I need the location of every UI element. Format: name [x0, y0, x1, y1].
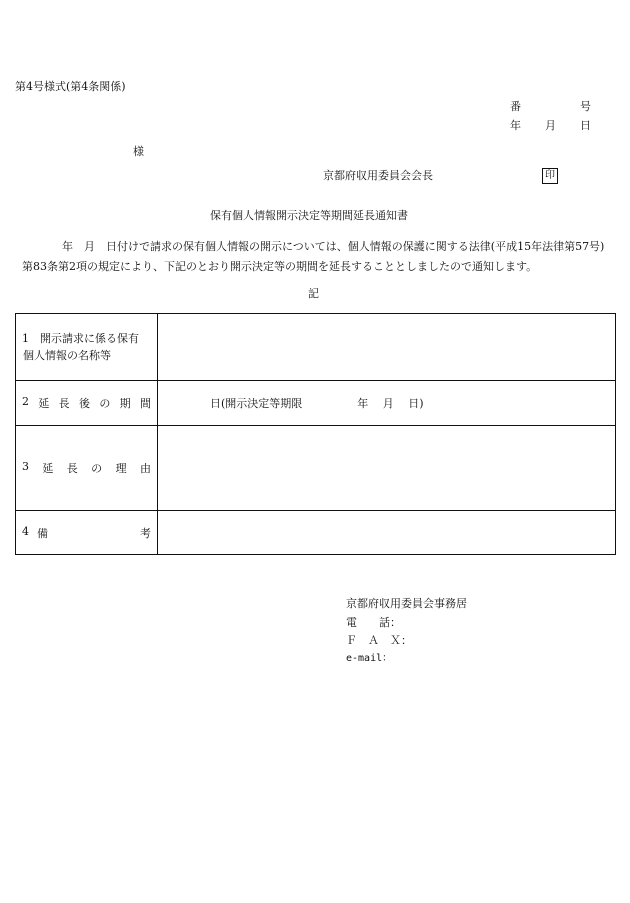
label-char: の: [91, 462, 103, 475]
row-num: 2: [22, 395, 29, 408]
row-num: 4: [22, 524, 29, 538]
row-label: [16, 426, 158, 511]
contact-fax-label: Ｆ Ａ Ｘ：: [346, 634, 412, 647]
label-char: 期: [119, 397, 131, 410]
row-label-line1: 1 開示請求に係る保有: [22, 332, 139, 345]
label-char: 後: [78, 397, 90, 410]
extension-table: [15, 313, 616, 555]
label-char: 延: [38, 397, 50, 410]
body-paragraph: [22, 237, 614, 277]
row-label: [16, 314, 158, 381]
label-char: 長: [58, 397, 70, 410]
table-row: [16, 511, 616, 555]
row-value: [158, 314, 616, 381]
seal-mark: 印: [542, 168, 558, 184]
form-number: 第4号様式(第4条関係): [15, 80, 126, 93]
label-char: 間: [139, 397, 151, 410]
date-month: 月: [545, 119, 556, 132]
label-char: の: [99, 397, 111, 410]
row-label: [16, 381, 158, 426]
number-label-go: 号: [580, 100, 591, 113]
row-label-line2: 個人情報の名称等: [23, 349, 111, 362]
row-value: 日(開示決定等期限 年 月 日): [158, 381, 616, 426]
label-char: 理: [115, 462, 127, 475]
date-day: 日: [580, 119, 591, 132]
body-text: 年 月 日付けで請求の保有個人情報の開示については、個人情報の保護に関する法律(平成15年法律第57号)第83条第2項の規定により、下記のとおり開示決定等の期間を延長することとしましたので通知します。: [22, 240, 605, 273]
contact-email-label: e-mail：: [346, 653, 393, 664]
row-num: 3: [22, 460, 29, 473]
label-char: 長: [66, 462, 78, 475]
ki-heading: 記: [308, 287, 319, 300]
table-row: [16, 314, 616, 381]
addressee-suffix: 様: [133, 145, 144, 158]
date-year: 年: [510, 119, 521, 132]
table-row: [16, 426, 616, 511]
sender-name: 京都府収用委員会会長: [323, 169, 433, 182]
number-label-ban: 番: [510, 100, 521, 113]
row-value: [158, 511, 616, 555]
row-value: [158, 426, 616, 511]
row-label: [16, 511, 158, 555]
label-char: 由: [139, 462, 151, 475]
contact-office: 京都府収用委員会事務居: [346, 597, 467, 610]
table-row: [16, 381, 616, 426]
document-title: 保有個人情報開示決定等期間延長通知書: [210, 209, 408, 222]
label-char: 備: [37, 526, 48, 540]
contact-phone-label: 電 話：: [346, 616, 401, 629]
label-char: 考: [140, 526, 151, 540]
label-char: 延: [42, 462, 54, 475]
